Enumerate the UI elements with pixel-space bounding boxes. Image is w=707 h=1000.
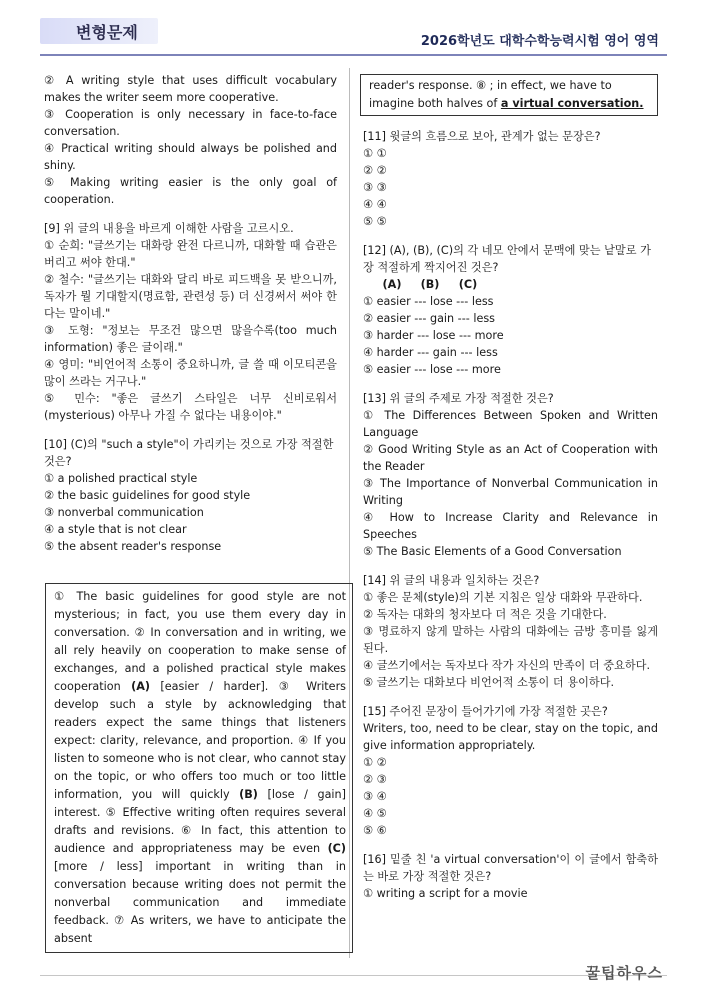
passage-text: [more / less] important in writing than in conversation because writing does not permit the nonverbal communication and immediate feedback. ⑦ As writers, we have to anticipate the absent [54, 860, 346, 945]
option: ② 독자는 대화의 청자보다 더 적은 것을 기대한다. [363, 608, 607, 621]
passage-text: ① The basic guidelines for good style are not mysterious; in fact, you use them every day in conversation. ② In conversation and in writing, we all rely heavily on cooperation to make sense of exchanges, and a polished practical style makes cooperation [54, 590, 346, 693]
option: ① writing a script for a movie [363, 887, 528, 900]
option: ④ a style that is not clear [44, 523, 187, 536]
option: ② ③ [363, 773, 387, 786]
underlined-phrase: a virtual conversation. [500, 97, 644, 110]
question-10-stem: [10] (C)의 "such a style"이 가리키는 것으로 가장 적절한 것은? [44, 438, 334, 468]
blank-b: (B) [239, 788, 258, 801]
header-divider [40, 54, 667, 56]
header-c: (C) [458, 278, 478, 291]
option: ④ harder --- gain --- less [363, 346, 498, 359]
question-9-stem: [9] 위 글의 내용을 바르게 이해한 사람을 고르시오. [44, 222, 294, 235]
option: ② the basic guidelines for good style [44, 489, 251, 502]
footer-logo: 꿀팁하우스 [585, 964, 663, 982]
question-15-stem: [15] 주어진 문장이 들어가기에 가장 적절한 곳은? [363, 705, 608, 718]
page-header [0, 0, 707, 60]
option: ① easier --- lose --- less [363, 295, 494, 308]
option: ② A writing style that uses difficult vocabulary makes the writer seem more cooperative. [44, 74, 337, 104]
option: ① a polished practical style [44, 472, 198, 485]
option: ③ 도형: "정보는 무조건 많으면 많을수록(too much information) 좋은 글이래." [44, 324, 337, 354]
option: ⑤ ⑥ [363, 824, 387, 837]
option: ④ 영미: "비언어적 소통이 중요하니까, 글 쓸 때 이모티콘을 많이 쓰라는 거구나." [44, 358, 337, 388]
option: ② easier --- gain --- less [363, 312, 495, 325]
option: ① 순희: "글쓰기는 대화랑 완전 다르니까, 대화할 때 습관은 버리고 써야 한대." [44, 239, 337, 269]
option: ⑤ 글쓰기는 대화보다 비언어적 소통이 더 용이하다. [363, 676, 615, 689]
option: ③ Cooperation is only necessary in face-to-face conversation. [44, 108, 337, 138]
option: ④ 글쓰기에서는 독자보다 작가 자신의 만족이 더 중요하다. [363, 659, 651, 672]
question-12-stem: [12] (A), (B), (C)의 각 네모 안에서 문맥에 맞는 낱말로 가장 적절하게 짝지어진 것은? [363, 244, 651, 274]
passage-box [45, 583, 353, 953]
given-sentence: Writers, too, need to be clear, stay on the topic, and give information appropriately. [363, 722, 658, 752]
option: ③ ③ [363, 181, 387, 194]
option: ③ harder --- lose --- more [363, 329, 504, 342]
option: ① ① [363, 147, 387, 160]
left-column [44, 72, 337, 555]
option: ⑤ Making writing easier is the only goal of cooperation. [44, 176, 337, 206]
question-16-stem: [16] 밑줄 친 'a virtual conversation'이 이 글에서 함축하는 바로 가장 적절한 것은? [363, 853, 658, 883]
question-13-stem: [13] 위 글의 주제로 가장 적절한 것은? [363, 392, 554, 405]
option: ⑤ easier --- lose --- more [363, 363, 501, 376]
option: ③ 명료하지 않게 말하는 사람의 대화에는 금방 흥미를 잃게 된다. [363, 625, 658, 655]
section-tag-label: 변형문제 [76, 23, 138, 42]
option: ② ② [363, 164, 387, 177]
option: ③ nonverbal communication [44, 506, 204, 519]
passage-text: [lose / gain] interest. ⑤ Effective writing often requires several drafts and revisions. ⑥ In fact, this attention to audience and appropriateness may be even [54, 788, 346, 855]
option: ④ How to Increase Clarity and Relevance in Speeches [363, 511, 658, 541]
option: ⑤ the absent reader's response [44, 540, 222, 553]
exam-title: 2026학년도 대학수학능력시험 영어 영역 [420, 34, 659, 49]
option: ② 철수: "글쓰기는 대화와 달리 바로 피드백을 못 받으니까, 독자가 뭘 기대할지(명료함, 관련성 등) 더 신경써서 써야 한다는 말이네." [44, 273, 337, 320]
option: ④ ④ [363, 198, 387, 211]
option: ⑤ The Basic Elements of a Good Conversation [363, 545, 622, 558]
question-14-stem: [14] 위 글의 내용과 일치하는 것은? [363, 574, 540, 587]
right-column [363, 74, 658, 902]
option: ① ② [363, 756, 387, 769]
passage-text: reader's response. ⑧ ; in effect, we have to imagine both halves of [369, 79, 612, 110]
footer-divider [40, 975, 667, 976]
option: ⑤ 민수: "좋은 글쓰기 스타일은 너무 신비로워서(mysterious) 아무나 가질 수 없다는 내용이야." [44, 392, 337, 422]
blank-a: (A) [131, 680, 151, 693]
passage-text: [easier / harder]. ③ Writers develop such a style by acknowledging that readers expect the same things that listeners expect: clarity, relevance, and proportion. ④ If you listen to someone who is not clear, who cannot stay on the topic, or who offers too much or too little information, you will quickly [54, 680, 346, 801]
option: ③ ④ [363, 790, 387, 803]
option: ④ ⑤ [363, 807, 387, 820]
option: ③ The Importance of Nonverbal Communication in Writing [363, 477, 658, 507]
option: ⑤ ⑤ [363, 215, 387, 228]
blank-c: (C) [327, 842, 346, 855]
passage-continuation-box [360, 74, 658, 116]
option: ④ Practical writing should always be polished and shiny. [44, 142, 337, 172]
option: ① The Differences Between Spoken and Written Language [363, 409, 658, 439]
header-a: (A) [382, 278, 402, 291]
section-tag [40, 18, 158, 44]
question-11-stem: [11] 윗글의 흐름으로 보아, 관계가 없는 문장은? [363, 130, 601, 143]
option: ② Good Writing Style as an Act of Cooperation with the Reader [363, 443, 658, 473]
option: ① 좋은 문체(style)의 기본 지침은 일상 대화와 무관하다. [363, 591, 643, 604]
answer-headers [363, 276, 658, 293]
header-b: (B) [420, 278, 440, 291]
